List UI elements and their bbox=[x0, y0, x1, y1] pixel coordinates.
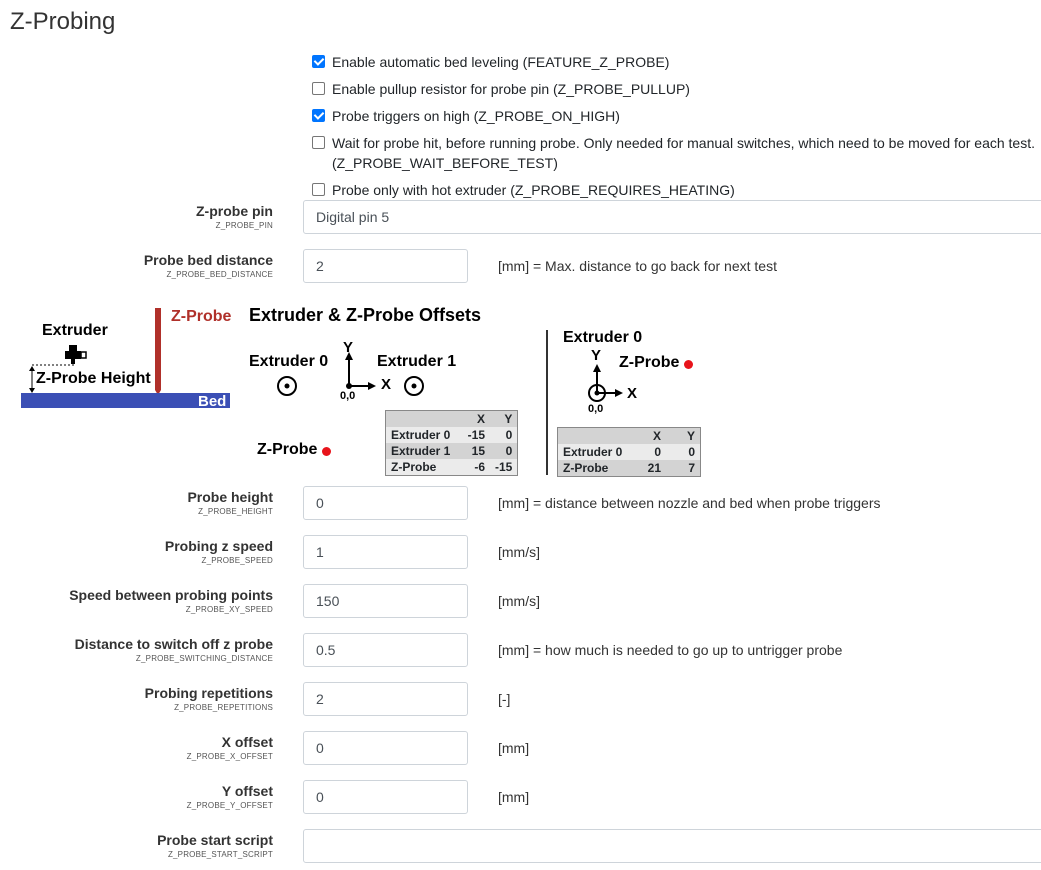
table-header bbox=[558, 428, 701, 445]
offsets-title: Extruder & Z-Probe Offsets bbox=[249, 305, 482, 325]
repetitions-hint: [-] bbox=[498, 691, 511, 707]
checkbox-label: Probe triggers on high (Z_PROBE_ON_HIGH) bbox=[332, 108, 620, 124]
zprobe-label-left: Z-Probe bbox=[257, 441, 318, 458]
probe-height-diagram bbox=[18, 305, 238, 415]
probe-rod bbox=[155, 308, 161, 390]
checkbox-label bbox=[332, 133, 1035, 173]
y-offset-input[interactable]: 0 bbox=[303, 780, 468, 814]
table-cell bbox=[386, 411, 459, 428]
checkbox-box[interactable] bbox=[312, 82, 325, 95]
table-cell: -6 bbox=[458, 459, 490, 476]
xy-speed-hint: [mm/s] bbox=[498, 593, 540, 609]
extruder-body bbox=[65, 351, 81, 359]
extruder-side bbox=[81, 352, 86, 358]
extruder0-label-left: Extruder 0 bbox=[249, 353, 329, 370]
zprobe-marker-right bbox=[684, 360, 693, 369]
checkbox-z-probe-requires-heating[interactable] bbox=[311, 180, 735, 200]
checkbox-box[interactable] bbox=[312, 183, 325, 196]
probe-bed-distance-input[interactable]: 2 bbox=[303, 249, 468, 283]
table-cell: X bbox=[458, 411, 490, 428]
xy-speed-input[interactable]: 150 bbox=[303, 584, 468, 618]
table-cell: 7 bbox=[666, 460, 701, 477]
label-sub: Z_PROBE_XY_SPEED bbox=[185, 605, 273, 614]
extruder1-label-left: Extruder 1 bbox=[377, 353, 457, 370]
checkbox-z-probe-on-high[interactable] bbox=[311, 106, 620, 126]
checkbox-label: Enable automatic bed leveling (FEATURE_Z_PROBE) bbox=[332, 54, 670, 70]
switching-distance-input[interactable]: 0.5 bbox=[303, 633, 468, 667]
checkbox-z-probe-wait-before-test[interactable] bbox=[311, 133, 1035, 173]
checkbox-label: Probe only with hot extruder (Z_PROBE_REQUIRES_HEATING) bbox=[332, 182, 735, 198]
label-main: Probing z speed bbox=[164, 538, 273, 554]
offsets-table-left bbox=[385, 410, 518, 476]
bed-label: Bed bbox=[198, 393, 227, 410]
table-cell bbox=[558, 428, 635, 445]
x-axis-label-right: X bbox=[627, 385, 638, 402]
checkbox-label-line1: Wait for probe hit, before running probe. Only needed for manual switches, which need to be moved for each test. bbox=[332, 135, 1035, 151]
label-main: Probing repetitions bbox=[144, 685, 273, 701]
label-main: X offset bbox=[221, 734, 273, 750]
zprobe-label-right: Z-Probe bbox=[619, 354, 680, 371]
height-arrow-head-top bbox=[29, 366, 35, 371]
page-title: Z-Probing bbox=[10, 8, 116, 35]
table-header bbox=[386, 411, 518, 428]
table-cell: -15 bbox=[458, 427, 490, 443]
table-cell: Extruder 0 bbox=[558, 444, 635, 460]
origin-label-left: 0,0 bbox=[340, 390, 356, 402]
table-row bbox=[386, 443, 518, 459]
probe-height-hint: [mm] = distance between nozzle and bed when probe triggers bbox=[498, 495, 881, 511]
label-sub: Z_PROBE_PIN bbox=[215, 221, 273, 230]
y-axis-label-left: Y bbox=[343, 339, 354, 356]
start-script-input[interactable] bbox=[303, 829, 1041, 863]
label-main: Z-probe pin bbox=[196, 203, 273, 219]
table-row bbox=[558, 460, 701, 477]
field-label-x-offset bbox=[187, 733, 273, 762]
label-main: Speed between probing points bbox=[69, 587, 273, 603]
label-main: Probe start script bbox=[157, 832, 273, 848]
table-cell: Z-Probe bbox=[558, 460, 635, 477]
x-offset-hint: [mm] bbox=[498, 740, 530, 756]
label-sub: Z_PROBE_SPEED bbox=[201, 556, 273, 565]
label-sub: Z_PROBE_SWITCHING_DISTANCE bbox=[135, 654, 273, 663]
label-sub: Z_PROBE_Y_OFFSET bbox=[186, 801, 273, 810]
repetitions-input[interactable]: 2 bbox=[303, 682, 468, 716]
extruder1-marker-dot bbox=[412, 384, 417, 389]
probing-z-speed-hint: [mm/s] bbox=[498, 544, 540, 560]
x-offset-input[interactable]: 0 bbox=[303, 731, 468, 765]
z-probe-pin-select[interactable]: Digital pin 5 bbox=[303, 200, 1041, 234]
zprobe-marker-left bbox=[322, 447, 331, 456]
extruder-label: Extruder bbox=[42, 322, 108, 339]
field-label-probe-height bbox=[187, 488, 273, 517]
table-cell: -15 bbox=[490, 459, 518, 476]
origin-dot bbox=[346, 383, 352, 389]
checkbox-z-probe-pullup[interactable] bbox=[311, 79, 690, 99]
switching-distance-hint: [mm] = how much is needed to go up to untrigger probe bbox=[498, 642, 843, 658]
checkbox-box[interactable] bbox=[312, 109, 325, 122]
table-cell: Y bbox=[490, 411, 518, 428]
checkbox-box[interactable] bbox=[312, 55, 325, 68]
field-label-y-offset bbox=[187, 782, 273, 811]
checkbox-label: Enable pullup resistor for probe pin (Z_PROBE_PULLUP) bbox=[332, 81, 690, 97]
table-cell: X bbox=[634, 428, 666, 445]
checkbox-box[interactable] bbox=[312, 136, 325, 149]
checkbox-feature-z-probe[interactable] bbox=[311, 52, 669, 72]
y-offset-hint: [mm] bbox=[498, 789, 530, 805]
probing-z-speed-input[interactable]: 1 bbox=[303, 535, 468, 569]
probe-height-label: Z-Probe Height bbox=[36, 370, 151, 387]
field-label-probe-bed-distance bbox=[144, 251, 273, 280]
label-sub: Z_PROBE_BED_DISTANCE bbox=[166, 270, 273, 279]
origin-label-right: 0,0 bbox=[588, 403, 604, 415]
probe-label: Z-Probe bbox=[171, 308, 232, 325]
probe-bed-distance-hint: [mm] = Max. distance to go back for next test bbox=[498, 258, 777, 274]
checkbox-label-line2: (Z_PROBE_WAIT_BEFORE_TEST) bbox=[332, 155, 558, 171]
label-sub: Z_PROBE_HEIGHT bbox=[198, 507, 273, 516]
field-label-probing-z-speed bbox=[165, 537, 273, 566]
table-cell: Z-Probe bbox=[386, 459, 459, 476]
label-main: Probe height bbox=[187, 489, 273, 505]
table-cell: Extruder 0 bbox=[386, 427, 459, 443]
x-axis-label-left: X bbox=[381, 376, 392, 393]
table-cell: 0 bbox=[666, 444, 701, 460]
y-axis-label-right: Y bbox=[591, 347, 602, 364]
x-axis-arrow-right bbox=[615, 389, 623, 397]
field-label-z-probe-pin bbox=[196, 202, 273, 231]
table-cell: 0 bbox=[490, 427, 518, 443]
label-sub: Z_PROBE_REPETITIONS bbox=[174, 703, 273, 712]
field-label-xy-speed bbox=[69, 586, 273, 615]
table-cell: Extruder 1 bbox=[386, 443, 459, 459]
table-cell: 15 bbox=[458, 443, 490, 459]
offsets-table-right bbox=[557, 427, 701, 477]
extruder0-label-right: Extruder 0 bbox=[563, 329, 643, 346]
field-label-switching-distance bbox=[75, 635, 273, 664]
probe-height-input[interactable]: 0 bbox=[303, 486, 468, 520]
label-main: Distance to switch off z probe bbox=[74, 636, 273, 652]
y-axis-arrow-right bbox=[593, 364, 601, 372]
table-row bbox=[386, 427, 518, 443]
table-cell: 21 bbox=[634, 460, 666, 477]
x-axis-arrow bbox=[368, 382, 376, 390]
height-arrow-head-bottom bbox=[29, 388, 35, 393]
table-cell: 0 bbox=[634, 444, 666, 460]
figure-separator bbox=[546, 330, 548, 475]
table-row bbox=[558, 444, 701, 460]
table-row bbox=[386, 459, 518, 476]
label-main: Y offset bbox=[221, 783, 273, 799]
extruder-body-top bbox=[69, 345, 77, 351]
extruder0-marker-dot bbox=[285, 384, 290, 389]
label-sub: Z_PROBE_X_OFFSET bbox=[186, 752, 273, 761]
field-label-repetitions bbox=[145, 684, 273, 713]
field-label-start-script bbox=[157, 831, 273, 860]
label-main: Probe bed distance bbox=[143, 252, 273, 268]
label-sub: Z_PROBE_START_SCRIPT bbox=[167, 850, 273, 859]
table-cell: Y bbox=[666, 428, 701, 445]
table-cell: 0 bbox=[490, 443, 518, 459]
extruder-nozzle bbox=[71, 359, 75, 364]
